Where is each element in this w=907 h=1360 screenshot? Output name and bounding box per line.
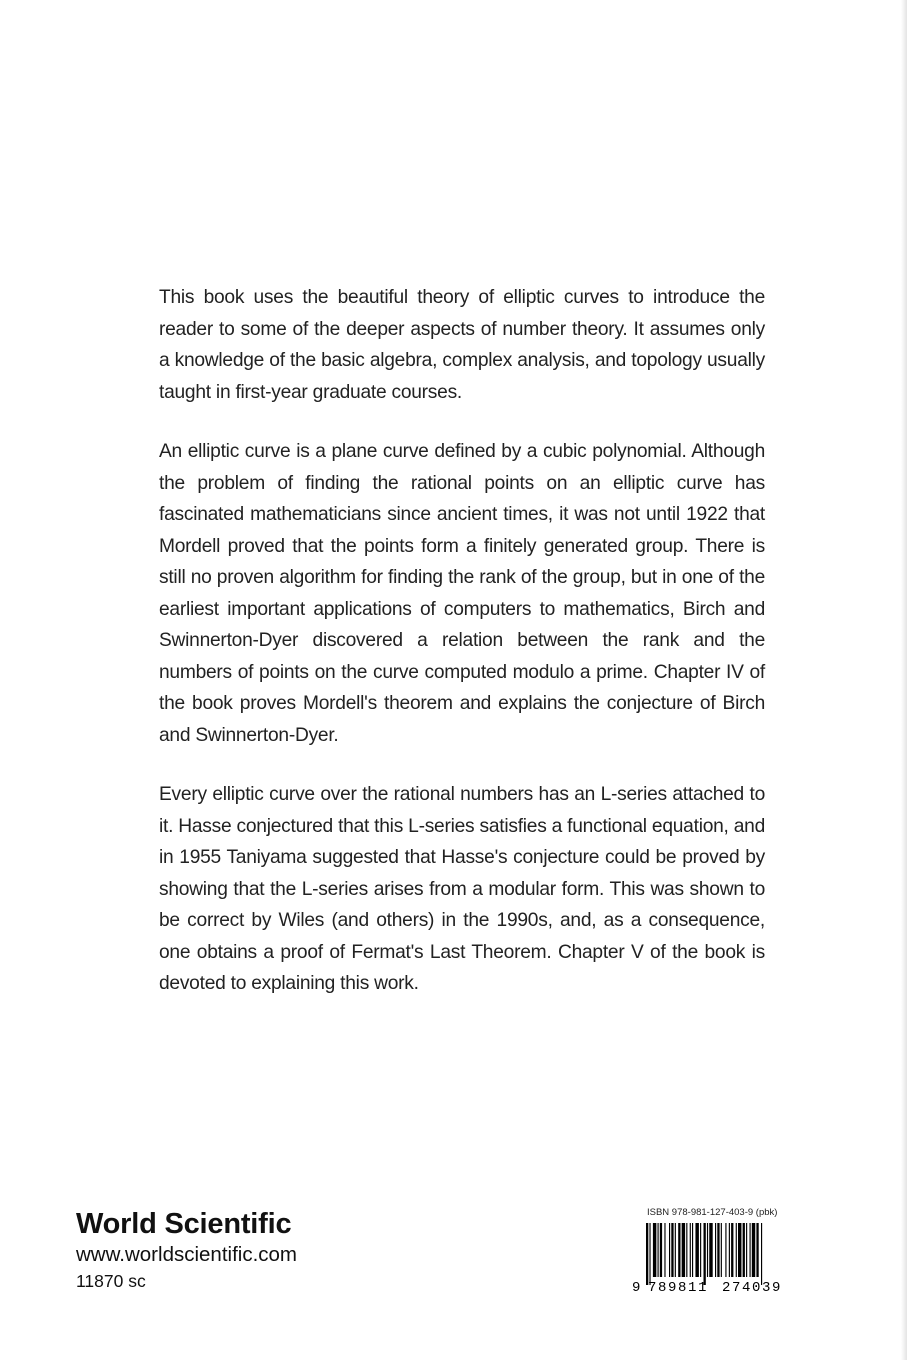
barcode-bar <box>695 1223 698 1277</box>
barcode-digits-left: 789811 <box>648 1280 709 1293</box>
barcode-bar <box>717 1223 719 1277</box>
barcode-bar <box>738 1223 741 1277</box>
publisher-code: 11870 sc <box>76 1271 146 1291</box>
barcode-bar <box>664 1223 665 1277</box>
barcode-bar <box>692 1223 693 1277</box>
barcode-bar <box>669 1223 670 1277</box>
blurb-paragraph-3: Every elliptic curve over the rational numbers has an L-series attached to it. Hasse conjectured that this L-series satisfies a functional equation, and in 1955 Taniyama suggested that Hasse's conjecture could be proved by showing that the L-series arises from a modular form. This was shown to be correct by Wiles (and others) in the 1990s, and, as a consequence, one obtains a proof of Fermat's Last Theorem. Chapter V of the book is devoted to explaining this work. <box>159 784 765 994</box>
barcode-bar <box>678 1223 680 1277</box>
barcode-bar <box>704 1223 706 1285</box>
barcode-bar <box>653 1223 656 1277</box>
barcode-bar <box>682 1223 685 1277</box>
blurb-paragraph-2: An elliptic curve is a plane curve defined by a cubic polynomial. Although the problem of finding the rational points on an elliptic curve has fascinated mathematicians since ancient times, it was not until 1922 that Mordell proved that the points form a finitely generated group. There is still no proven algorithm for finding the rank of the group, but in one of the earliest important applications of computers to mathematics, Birch and Swinnerton-Dyer discovered a relation between the rank and the numbers of points on the curve computed modulo a prime. Chapter IV of the book proves Mordell's theorem and explains the conjecture of Birch and Swinnerton-Dyer. <box>159 441 765 746</box>
blurb-paragraph-1: This book uses the beautiful theory of elliptic curves to introduce the reader to some of the deeper aspects of number theory. It assumes only a knowledge of the basic algebra, complex analysis, and topology usually taught in first-year graduate courses. <box>159 287 765 403</box>
barcode-bar <box>646 1223 648 1285</box>
barcode-bar <box>715 1223 716 1277</box>
barcode-bar <box>725 1223 726 1277</box>
barcode-bar <box>750 1223 751 1277</box>
barcode-bar <box>649 1223 650 1285</box>
publisher-url[interactable]: www.worldscientific.com <box>76 1243 297 1266</box>
barcode-digits-right: 274039 <box>722 1280 783 1293</box>
barcode-bar <box>660 1223 662 1277</box>
barcode-bar <box>709 1223 712 1277</box>
barcode-digit-lead: 9 <box>632 1280 641 1293</box>
isbn-barcode-block <box>632 1207 802 1293</box>
barcode-bar <box>736 1223 737 1277</box>
cover-blurb <box>159 282 765 1028</box>
barcode-icon <box>632 1223 800 1293</box>
barcode-bar <box>658 1223 659 1277</box>
barcode-bar <box>721 1223 722 1277</box>
publisher-name: World Scientific <box>76 1208 292 1240</box>
barcode-bar <box>731 1223 733 1277</box>
barcode-bar <box>746 1223 747 1277</box>
barcode-bar <box>707 1223 708 1277</box>
isbn-label: ISBN 978-981-127-403-9 (pbk) <box>647 1207 778 1218</box>
barcode-bar <box>752 1223 755 1277</box>
publisher-block <box>76 1206 396 1294</box>
barcode-bar <box>700 1223 701 1277</box>
barcode-bar <box>675 1223 676 1277</box>
barcode-bar <box>671 1223 673 1277</box>
barcode-bar <box>743 1223 745 1277</box>
barcode-bar <box>686 1223 687 1277</box>
barcode-bar <box>690 1223 691 1277</box>
barcode-bar <box>756 1223 758 1277</box>
barcode-bar <box>729 1223 730 1277</box>
cover-edge-shadow <box>901 0 907 1360</box>
barcode-bar <box>761 1223 762 1285</box>
